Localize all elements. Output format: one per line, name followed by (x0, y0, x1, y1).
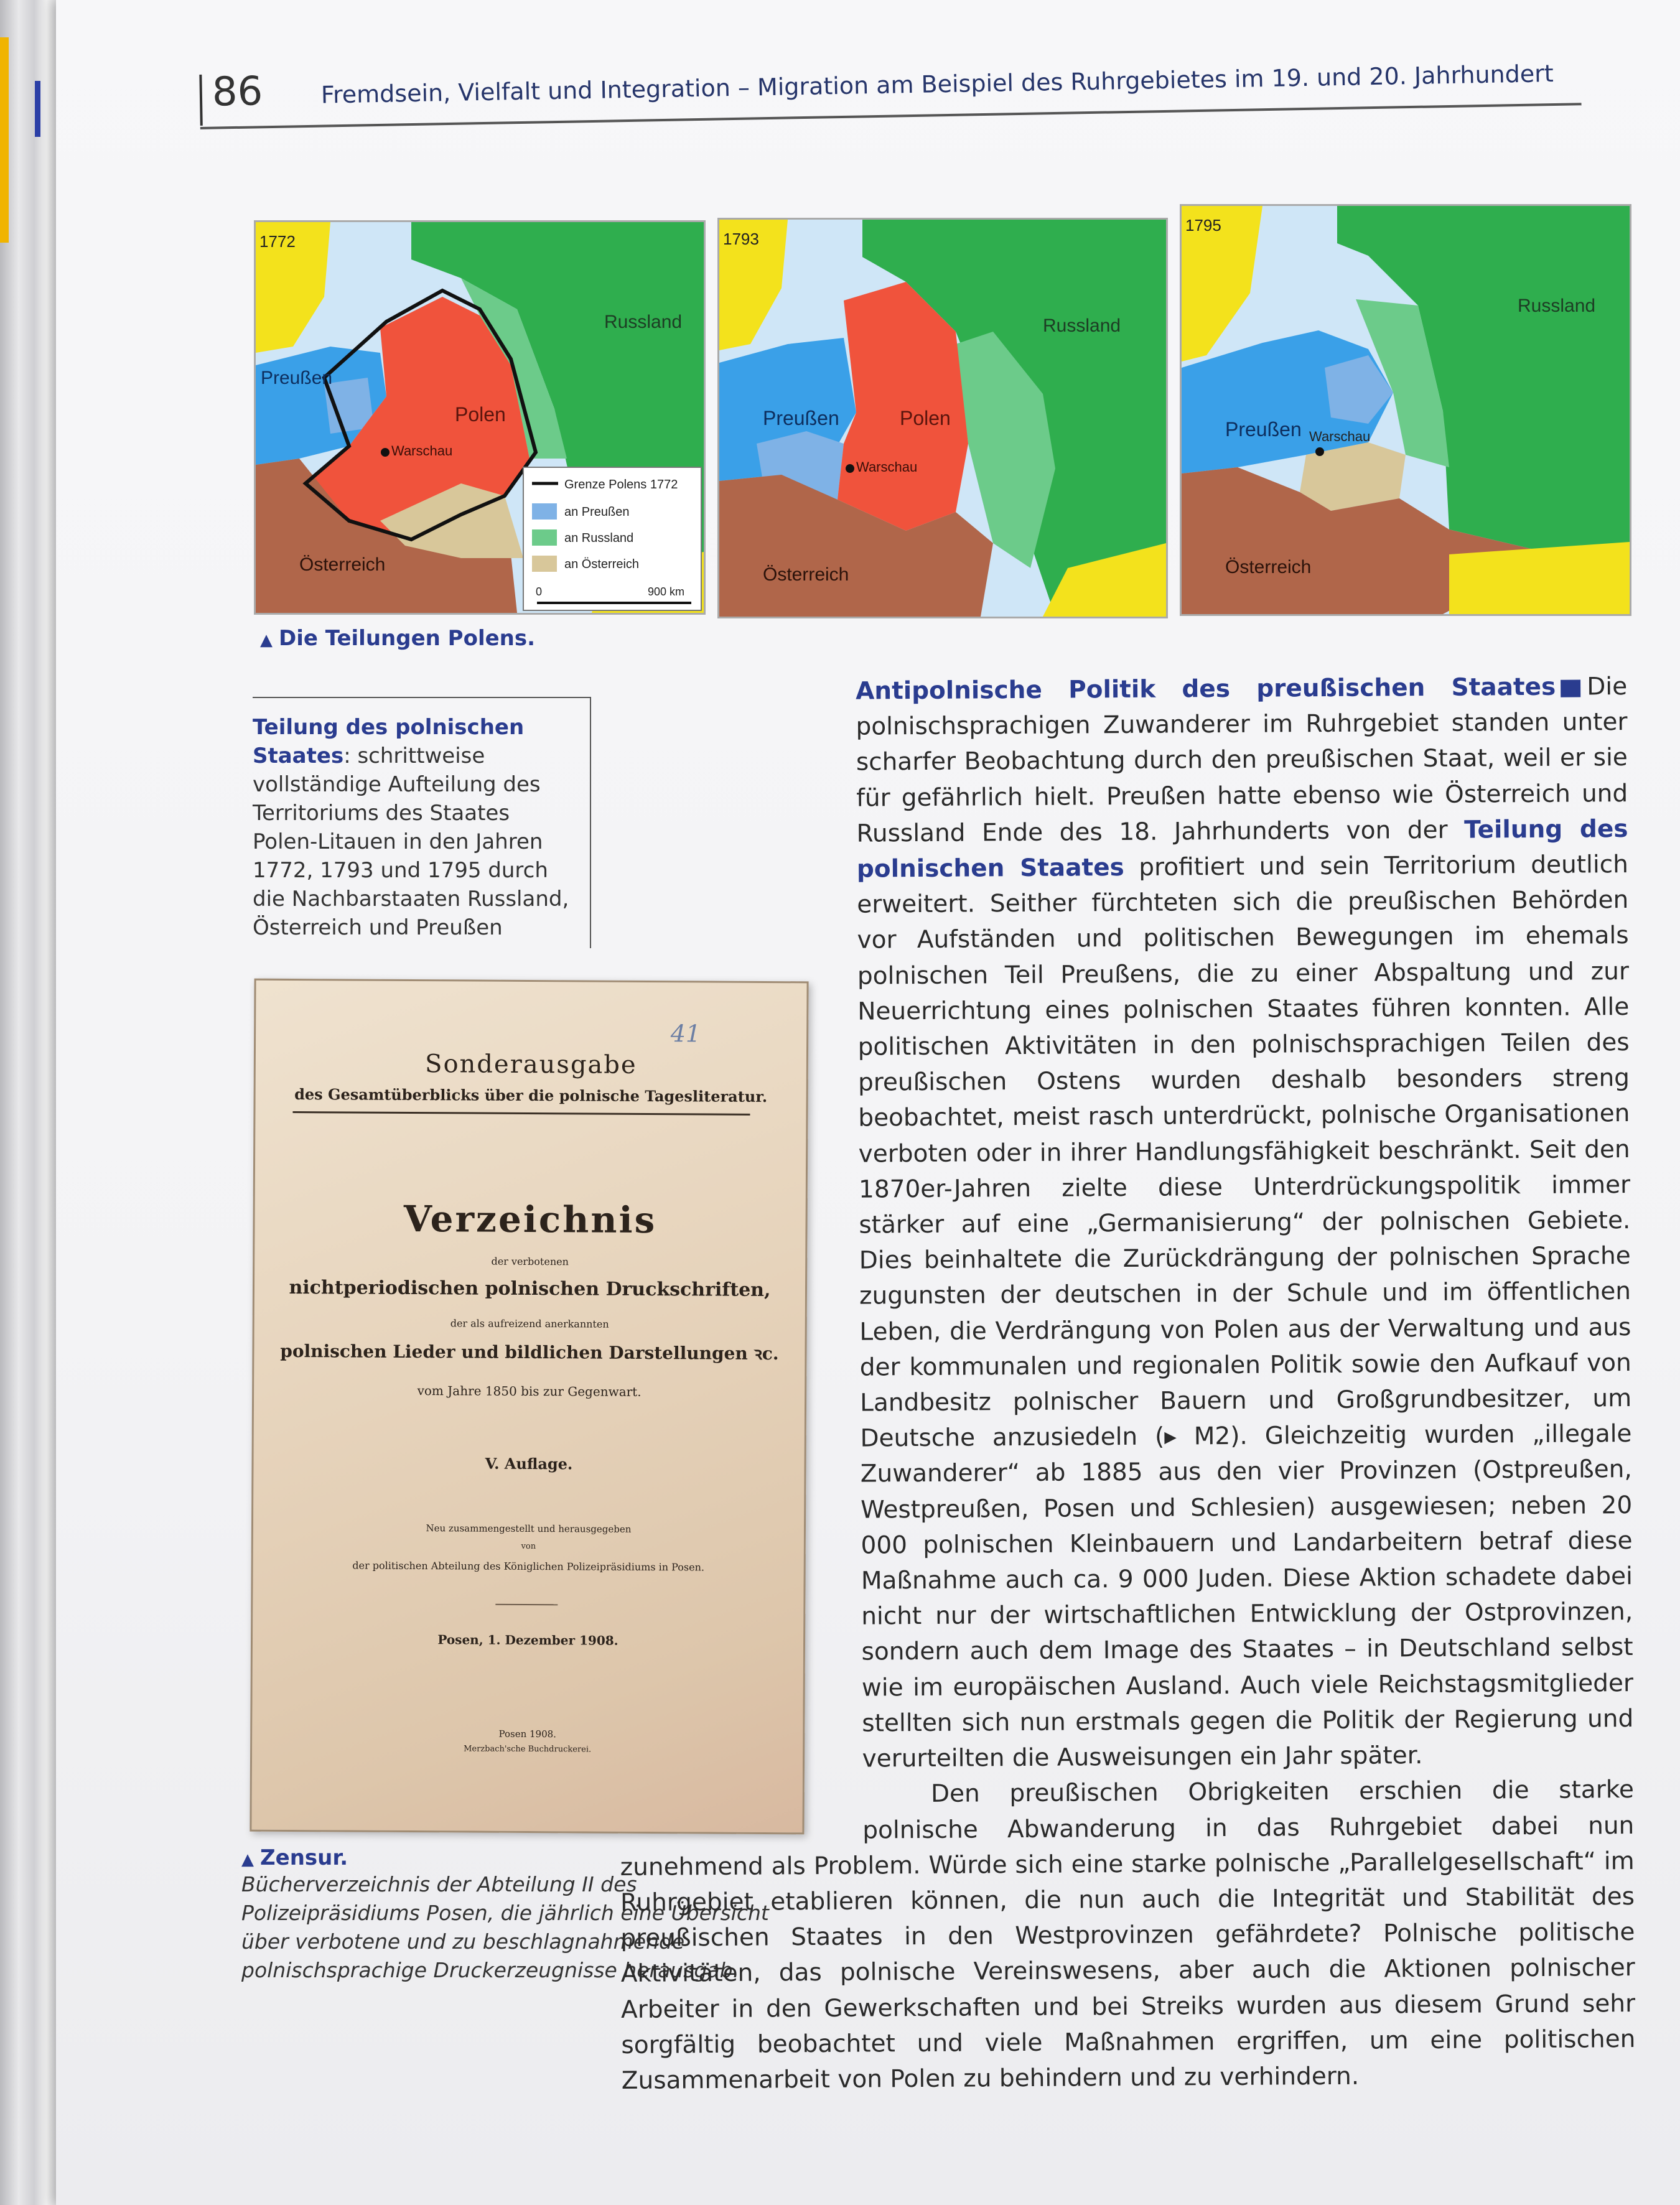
map-1772-warschau: Warschau (391, 443, 453, 459)
document-line1: Sonderausgabe (424, 1050, 637, 1079)
text-wrap-spacer (615, 958, 863, 1830)
document-title: Verzeichnis (403, 1197, 657, 1242)
map-1793-russland: Russland (1043, 315, 1121, 336)
map-1772-legend (523, 467, 701, 610)
map-1772-polen: Polen (455, 403, 506, 426)
map-1772-year: 1772 (259, 232, 296, 251)
document-place-date: Posen, 1. Dezember 1908. (437, 1632, 618, 1648)
legend-scale-start: 0 (536, 585, 543, 598)
map-1772-russland: Russland (604, 312, 683, 332)
legend-border-label: Grenze Polens 1772 (564, 478, 678, 492)
book-page-edges (0, 0, 62, 2205)
document-line8: Neu zusammengestellt und herausgegeben (426, 1522, 632, 1535)
article-paragraph-1 (613, 669, 1634, 1778)
article-p1-b: profitiert und sein Territorium deutlich erweitert. Seither fürchteten sich die preußischen Behörden vor Aufständen und politischen Bewegungen im ehemals polnischen Teil Preußens, die zu einer Abspaltung und zur Neuerrichtung eines polnischen Staates führen konnten. Alle politischen Aktivitäten in den polnischsprachigen Teilen des preußischen Ostens wurden deshalb besonders streng beobachtet, meist rasch unterdrückt, polnische Organisationen verboten oder in ihrer Handlungsfähigkeit beschränkt. Seit den 1870er-Jahren zielte diese Unterdrückungspolitik immer stärker auf eine „Germanisierung“ der polnischen Gebiete. Dies beinhaltete die Zurückdrängung der polnischen Sprache zugunsten der deutschen in der Schule und im öffentlichen Leben, die Verdrängung von Polen aus der Verwaltung und aus der kommunalen und regionalen Politik sowie den Aufkauf von Landbesitz polnischer Bauern und Großgrundbesitzer, um Deutsche anzusiedeln (▸ M2). Gleichzeitig wurden „illegale Zuwanderer“ ab 1885 aus den vier Provinzen (Ostpreußen, Westpreußen, Posen und Schlesien) ausgewiesen; neben 20 000 polnischen Kleinbauern und Landarbeitern betraf diese Maßnahme auch ca. 9 000 Juden. Diese Aktion schadete dabei nicht nur der wirtschaftlichen Entwicklung der Ostprovinzen, sondern auch dem Image des Staates – in Deutschland selbst wie im europäischen Ausland. Auch viele Reichstagsmitglieder stellten sich nun erstmals gegen die Politik der Regierung und verurteilten die Ausweisungen ein Jahr später. (857, 851, 1634, 1773)
document-imprint2: Merzbach'sche Buchdruckerei. (464, 1744, 592, 1755)
definition-body: : schrittweise vollständige Aufteilung des Territoriums des Staates Polen-Litauen in den Jahren 1772, 1793 und 1795 durch die Nachbarstaaten Russland, Österreich und Preußen (253, 744, 569, 940)
zensur-text: Bücherverzeichnis der Abteilung II des Polizeipräsidiums Posen, die jährlich eine Übersicht über verbotene und zu beschlagnahmende polnischsprachige Druckerzeugnisse herausgab. (241, 1872, 769, 1982)
legend-prussia-label: an Preußen (564, 505, 630, 519)
document-line3: der verbotenen (491, 1255, 569, 1268)
document-line4: nichtperiodischen polnischen Druckschriften, (289, 1276, 771, 1302)
article-term-link: Teilung des polnischen Staates (856, 814, 1628, 883)
map-1793-oesterreich: Österreich (763, 564, 849, 585)
map-1795-oesterreich: Österreich (1225, 557, 1312, 577)
document-short-rule (495, 1604, 558, 1606)
definition-text (253, 713, 576, 942)
definition-term: Teilung des polnischen Staates (253, 715, 525, 768)
page-number: 86 (212, 68, 263, 116)
zensur-triangle-icon: ▲ (241, 1850, 254, 1869)
article-p1-a: Die polnischsprachigen Zuwanderer im Ruhrgebiet standen unter scharfer Beobachtung durch den preußischen Staat, weil er sie für gefährlich hielt. Preußen hatte ebenso wie Österreich und Russland Ende des 18. Jahrhunderts von der (856, 673, 1628, 848)
document-handwritten-number: 41 (670, 1020, 701, 1048)
map-1795-warschau: Warschau (1309, 429, 1371, 444)
running-title: Fremdsein, Vielfalt und Integration – Migration am Beispiel des Ruhrgebietes im 19. und 20. Jahrhundert (320, 60, 1554, 109)
map-1793 (717, 218, 1168, 618)
map-1793-warschau: Warschau (856, 459, 918, 475)
map-1772-preussen: Preußen (261, 368, 333, 388)
map-1793-year: 1793 (723, 230, 759, 248)
map-1793-polen: Polen (900, 407, 951, 429)
map-1793-preussen: Preußen (763, 407, 839, 429)
legend-scale-end: 900 km (648, 585, 685, 598)
document-line7: vom Jahre 1850 bis zur Gegenwart. (417, 1383, 642, 1399)
map-1795-preussen: Preußen (1225, 418, 1302, 441)
chapter-tab-yellow (0, 37, 9, 243)
document-line9: von (521, 1541, 536, 1552)
document-imprint1: Posen 1908. (498, 1728, 557, 1740)
map-1795-russland: Russland (1518, 296, 1596, 316)
zensur-title-text: Zensur. (260, 1845, 348, 1870)
document-line6: polnischen Lieder und bildlichen Darstellungen ꝛc. (280, 1340, 779, 1364)
definition-box (253, 697, 591, 948)
chapter-tab-blue (35, 81, 40, 137)
article (613, 669, 1636, 2099)
legend-austria-label: an Österreich (564, 557, 640, 571)
document-line5: der als aufreizend anerkannten (450, 1317, 609, 1330)
map-1795 (1180, 204, 1631, 616)
document-edition: V. Auflage. (485, 1454, 573, 1473)
document-line10: der politischen Abteilung des Königlichen Polizeipräsidiums in Posen. (352, 1559, 705, 1573)
maps-caption-text: Die Teilungen Polens. (279, 626, 536, 651)
maps-caption (260, 626, 535, 651)
map-1795-year: 1795 (1185, 216, 1221, 235)
page-number-rule (199, 75, 202, 126)
legend-russia-label: an Russland (564, 531, 634, 545)
article-heading: Antipolnische Politik des preußischen Staates (856, 673, 1556, 706)
heading-square-icon (1561, 679, 1580, 697)
caption-triangle-icon: ▲ (260, 631, 273, 650)
map-1772 (254, 220, 706, 615)
article-paragraph-2: Den preußischen Obrigkeiten erschien die starke polnische Abwanderung in das Ruhrgebiet dabei nun zunehmend als Problem. Würde sich eine starke polnische „Parallelgesellschaft“ im Ruhrgebiet etablieren können, die nun auch die Integrität und Stabilität des preußischen Staates in den Westprovinzen gefährdete? Polnische politische Aktivitäten, das polnische Vereinswesens, aber auch die Aktionen polnischer Arbeiter in den Gewerkschaften und bei Streiks wurden aus diesem Grund sehr sorgfältig beobachtet und viele Maßnahmen ergriffen, um eine politischen Zusammenarbeit von Polen zu behindern und zu verhindern. (620, 1776, 1636, 2095)
map-1772-oesterreich: Österreich (299, 554, 386, 575)
document-line2: des Gesamtüberblicks über die polnische Tagesliteratur. (294, 1085, 768, 1106)
